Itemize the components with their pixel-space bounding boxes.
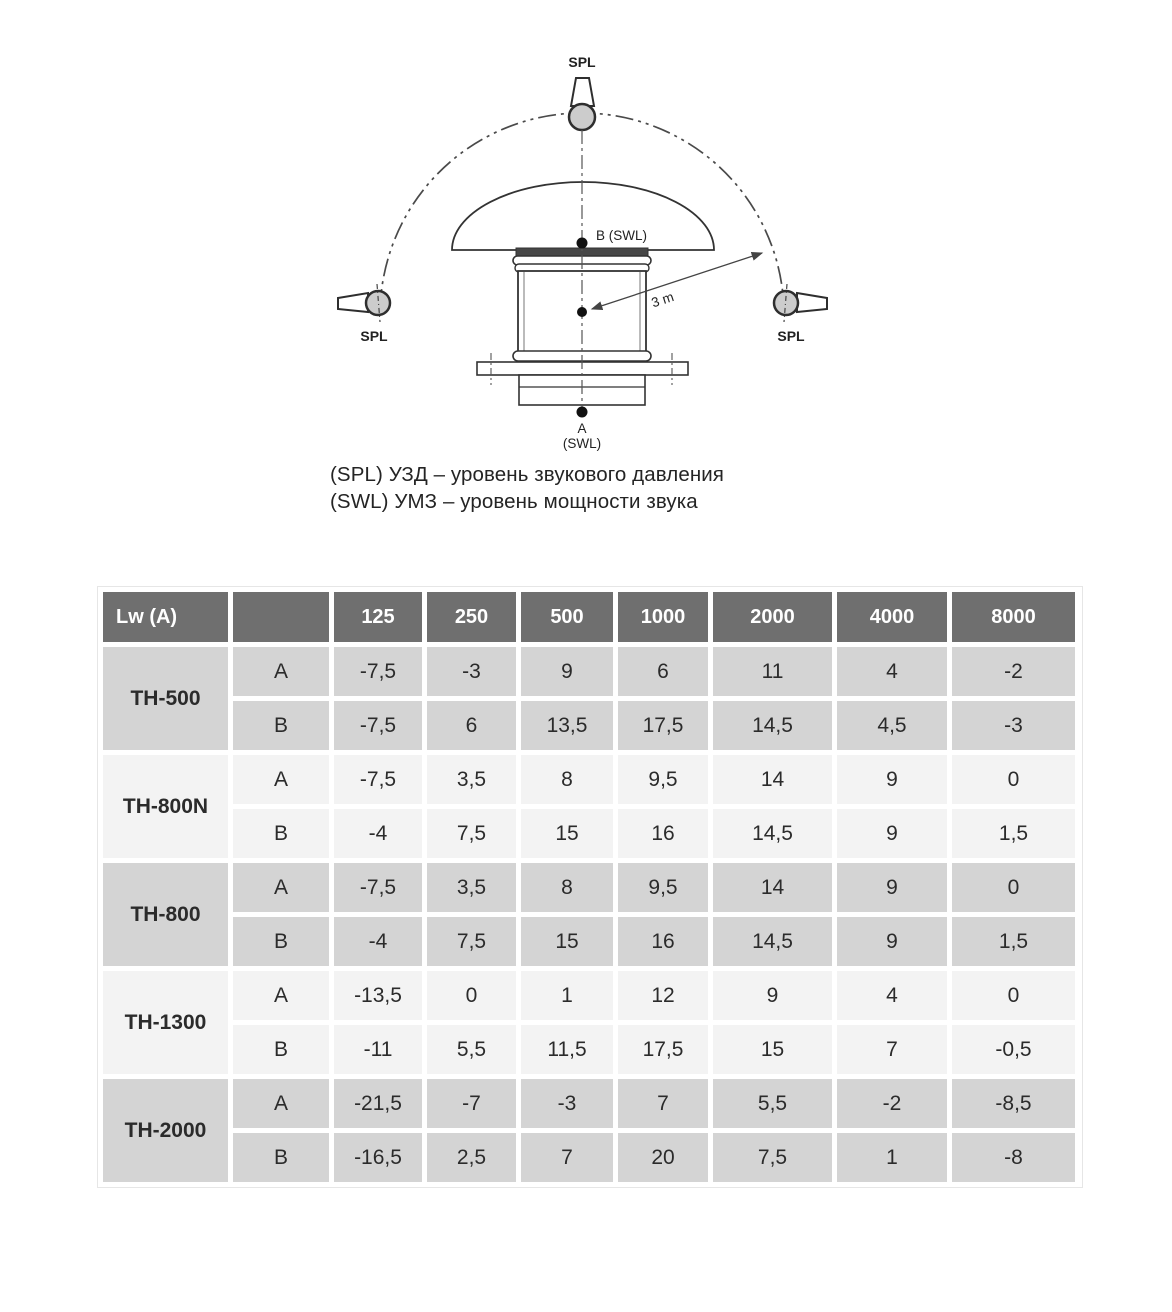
row-label-cell: A [233,971,329,1020]
value-cell: 16 [618,917,708,966]
freq-header: 125 [334,592,422,642]
value-cell: 16 [618,809,708,858]
value-cell: 7,5 [427,917,516,966]
value-cell: 13,5 [521,701,613,750]
roof-fan-drawing [452,182,714,405]
header-empty-cell [233,592,329,642]
freq-header: 500 [521,592,613,642]
value-cell: 2,5 [427,1133,516,1182]
point-a-dot [577,407,588,418]
value-cell: -16,5 [334,1133,422,1182]
table-row [103,917,1075,966]
value-cell: 11,5 [521,1025,613,1074]
value-cell: 7 [521,1133,613,1182]
value-cell: -2 [952,647,1075,696]
value-cell: 9 [837,863,947,912]
spl-label-right: SPL [777,328,805,344]
value-cell: 15 [521,917,613,966]
value-cell: 4 [837,971,947,1020]
spl-label-top: SPL [568,54,596,70]
value-cell: 8 [521,863,613,912]
value-cell: 6 [618,647,708,696]
value-cell: -7,5 [334,701,422,750]
value-cell: -4 [334,809,422,858]
table-row [103,1133,1075,1182]
row-label-cell: A [233,1079,329,1128]
corner-header-cell: Lw (A) [103,592,228,642]
value-cell: 0 [952,863,1075,912]
row-label-cell: B [233,809,329,858]
value-cell: -7,5 [334,755,422,804]
value-cell: 4,5 [837,701,947,750]
freq-header: 250 [427,592,516,642]
value-cell: 7 [618,1079,708,1128]
value-cell: 14 [713,863,832,912]
value-cell: -13,5 [334,971,422,1020]
model-cell: TH-800 [103,863,228,966]
legend-line-spl: (SPL) УЗД – уровень звукового давления [330,463,725,486]
value-cell: 3,5 [427,755,516,804]
value-cell: -3 [427,647,516,696]
model-cell: TH-2000 [103,1079,228,1182]
value-cell: 9 [837,917,947,966]
value-cell: -0,5 [952,1025,1075,1074]
value-cell: 0 [427,971,516,1020]
spl-label-left: SPL [360,328,388,344]
value-cell: 1 [837,1133,947,1182]
abbreviation-legend [330,461,724,515]
table-row [103,1079,1075,1128]
value-cell: -7,5 [334,863,422,912]
value-cell: 9,5 [618,755,708,804]
value-cell: -2 [837,1079,947,1128]
sound-correction-table [97,586,1083,1188]
table-row [103,701,1075,750]
table-header-row [103,592,1075,642]
value-cell: 9 [837,809,947,858]
value-cell: 9 [713,971,832,1020]
freq-header: 1000 [618,592,708,642]
model-cell: TH-800N [103,755,228,858]
value-cell: 14,5 [713,809,832,858]
value-cell: -3 [521,1079,613,1128]
microphone-top-icon [569,78,595,130]
value-cell: -11 [334,1025,422,1074]
table-row [103,1025,1075,1074]
row-label-cell: A [233,755,329,804]
value-cell: 7,5 [427,809,516,858]
freq-header: 2000 [713,592,832,642]
row-label-cell: B [233,1133,329,1182]
value-cell: 0 [952,755,1075,804]
value-cell: 6 [427,701,516,750]
freq-header: 4000 [837,592,947,642]
value-cell: 15 [713,1025,832,1074]
value-cell: -8,5 [952,1079,1075,1128]
row-label-cell: A [233,863,329,912]
center-dot [577,307,587,317]
value-cell: -3 [952,701,1075,750]
point-b-dot [577,238,588,249]
value-cell: 9 [521,647,613,696]
value-cell: -21,5 [334,1079,422,1128]
point-a-swl-label: (SWL) [562,436,602,451]
value-cell: 7,5 [713,1133,832,1182]
freq-header: 8000 [952,592,1075,642]
distance-label: 3 m [649,289,676,311]
value-cell: 1 [521,971,613,1020]
value-cell: 11 [713,647,832,696]
value-cell: 14,5 [713,917,832,966]
value-cell: 9 [837,755,947,804]
value-cell: 17,5 [618,1025,708,1074]
value-cell: 5,5 [713,1079,832,1128]
row-label-cell: B [233,1025,329,1074]
value-cell: 3,5 [427,863,516,912]
value-cell: 5,5 [427,1025,516,1074]
model-cell: TH-500 [103,647,228,750]
value-cell: -7,5 [334,647,422,696]
table-row [103,809,1075,858]
model-cell: TH-1300 [103,971,228,1074]
point-b-label: B (SWL) [596,228,648,243]
table-row [103,647,1075,696]
value-cell: 15 [521,809,613,858]
row-label-cell: A [233,647,329,696]
value-cell: 17,5 [618,701,708,750]
row-label-cell: B [233,917,329,966]
table-row [103,755,1075,804]
value-cell: 1,5 [952,809,1075,858]
table-row [103,971,1075,1020]
value-cell: 12 [618,971,708,1020]
value-cell: 8 [521,755,613,804]
value-cell: 1,5 [952,917,1075,966]
value-cell: 9,5 [618,863,708,912]
row-label-cell: B [233,701,329,750]
value-cell: -7 [427,1079,516,1128]
value-cell: -8 [952,1133,1075,1182]
legend-line-swl: (SWL) УМЗ – уровень мощности звука [330,490,698,513]
value-cell: -4 [334,917,422,966]
point-a-label: A [577,421,587,436]
table-row [103,863,1075,912]
value-cell: 20 [618,1133,708,1182]
value-cell: 7 [837,1025,947,1074]
value-cell: 14 [713,755,832,804]
value-cell: 4 [837,647,947,696]
value-cell: 0 [952,971,1075,1020]
value-cell: 14,5 [713,701,832,750]
